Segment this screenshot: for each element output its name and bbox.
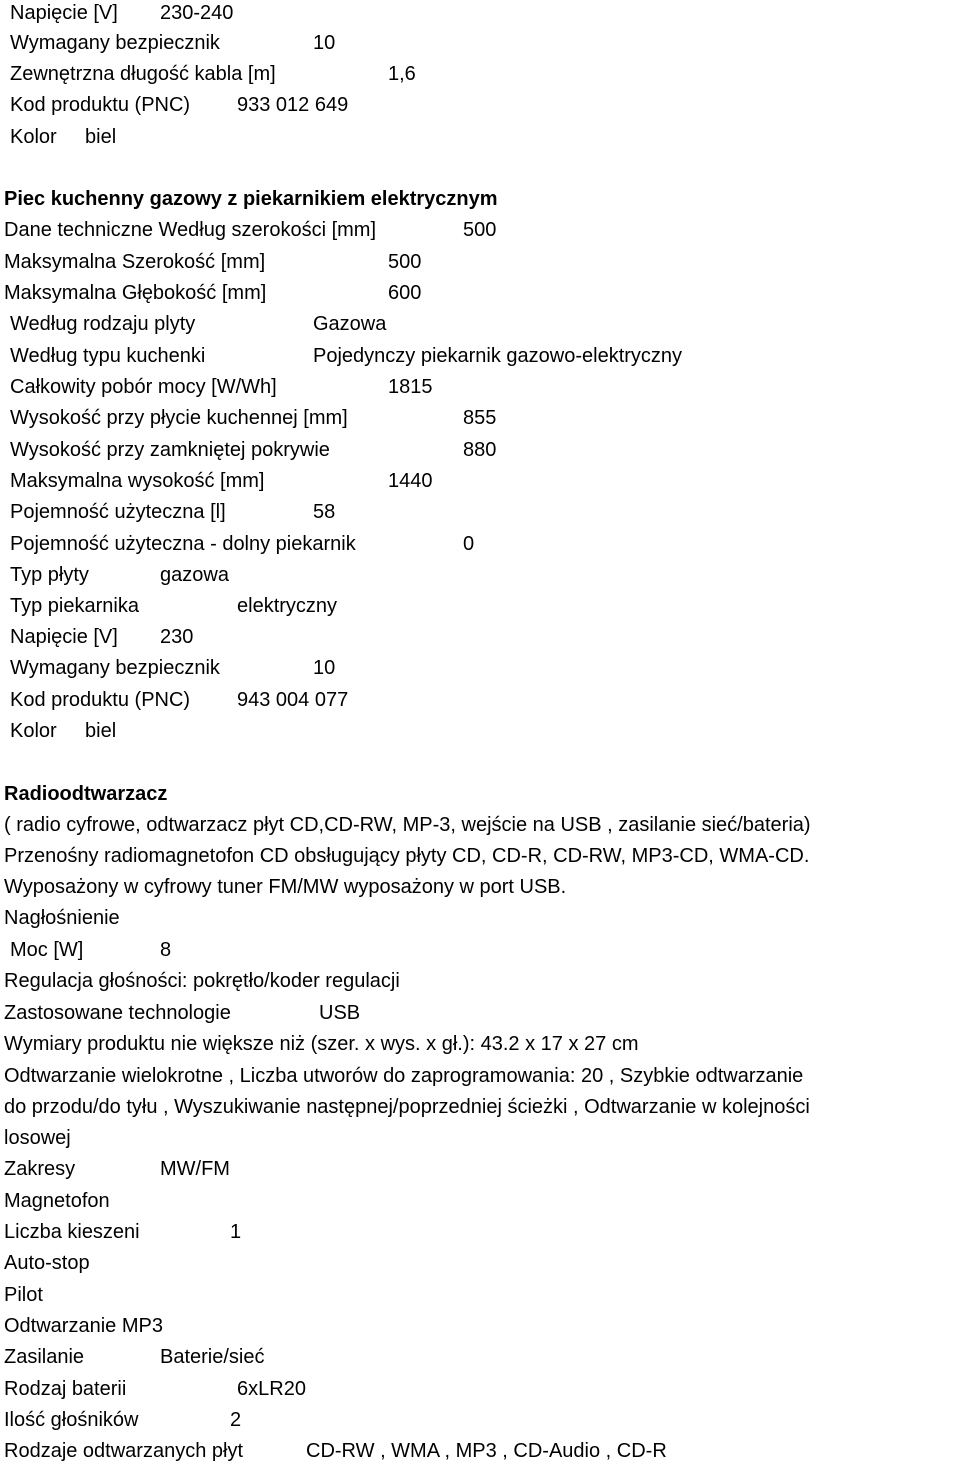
spec-value: 1440	[388, 470, 433, 492]
spec-label: Według typu kuchenki	[10, 345, 206, 367]
text-line: losowej	[4, 1127, 71, 1149]
spec-label: Maksymalna Głębokość [mm]	[4, 282, 267, 304]
spec-label: Wymagany bezpiecznik	[10, 657, 220, 679]
text-line: Auto-stop	[4, 1252, 90, 1274]
section-title: Radioodtwarzacz	[4, 783, 168, 805]
spec-label: Wysokość przy płycie kuchennej [mm]	[10, 407, 348, 429]
spec-label: Dane techniczne Według szerokości [mm]	[4, 219, 377, 241]
spec-value: 6xLR20	[237, 1378, 306, 1400]
spec-value: 1,6	[388, 63, 416, 85]
section-title: Piec kuchenny gazowy z piekarnikiem elektrycznym	[4, 188, 498, 210]
text-line: Magnetofon	[4, 1190, 110, 1212]
spec-label: Według rodzaju plyty	[10, 313, 196, 335]
spec-label: Pojemność użyteczna - dolny piekarnik	[10, 533, 356, 555]
spec-value: 500	[388, 251, 422, 273]
spec-value: 943 004 077	[237, 689, 349, 711]
text-line: Wymiary produktu nie większe niż (szer. x wys. x gł.): 43.2 x 17 x 27 cm	[4, 1033, 639, 1055]
spec-value: 230-240	[160, 2, 234, 24]
text-line: Odtwarzanie wielokrotne , Liczba utworów do zaprogramowania: 20 , Szybkie odtwarzanie	[4, 1065, 804, 1087]
spec-value: biel	[85, 720, 117, 742]
spec-value: gazowa	[160, 564, 229, 586]
spec-label: Typ płyty	[10, 564, 89, 586]
spec-label: Wymagany bezpiecznik	[10, 32, 220, 54]
spec-value: elektryczny	[237, 595, 338, 617]
spec-value: 2	[230, 1409, 242, 1431]
spec-value: 1815	[388, 376, 433, 398]
text-line: Nagłośnienie	[4, 907, 120, 929]
spec-value: 58	[313, 501, 336, 523]
spec-label: Kod produktu (PNC)	[10, 94, 191, 116]
text-line: Wyposażony w cyfrowy tuner FM/MW wyposażony w port USB.	[4, 876, 567, 898]
spec-label: Zakresy	[4, 1158, 76, 1180]
spec-label: Liczba kieszeni	[4, 1221, 140, 1243]
spec-label: Maksymalna wysokość [mm]	[10, 470, 265, 492]
spec-label: Napięcie [V]	[10, 2, 118, 24]
spec-label: Zasilanie	[4, 1346, 85, 1368]
spec-label: Kod produktu (PNC)	[10, 689, 191, 711]
spec-value: 10	[313, 32, 336, 54]
spec-value: Gazowa	[313, 313, 387, 335]
spec-value: 600	[388, 282, 422, 304]
text-line: ( radio cyfrowe, odtwarzacz płyt CD,CD-RW, MP-3, wejście na USB , zasilanie sieć/bateria)	[4, 814, 811, 836]
spec-value: 1	[230, 1221, 242, 1243]
spec-value: Pojedynczy piekarnik gazowo-elektryczny	[313, 345, 683, 367]
spec-value: USB	[319, 1002, 361, 1024]
spec-label: Typ piekarnika	[10, 595, 139, 617]
spec-label: Napięcie [V]	[10, 626, 118, 648]
spec-value: Baterie/sieć	[160, 1346, 265, 1368]
spec-value: 230	[160, 626, 194, 648]
spec-value: 933 012 649	[237, 94, 349, 116]
spec-label: Zewnętrzna długość kabla [m]	[10, 63, 276, 85]
spec-label: Rodzaj baterii	[4, 1378, 127, 1400]
text-line: Pilot	[4, 1284, 43, 1306]
spec-label: Ilość głośników	[4, 1409, 139, 1431]
spec-value: MW/FM	[160, 1158, 230, 1180]
spec-label: Maksymalna Szerokość [mm]	[4, 251, 266, 273]
text-line: Regulacja głośności: pokrętło/koder regulacji	[4, 970, 400, 992]
spec-value: CD-RW , WMA , MP3 , CD-Audio , CD-R	[306, 1440, 667, 1462]
spec-value: 8	[160, 939, 172, 961]
spec-value: biel	[85, 126, 117, 148]
spec-value: 0	[463, 533, 475, 555]
text-line: do przodu/do tyłu , Wyszukiwanie następnej/poprzedniej ścieżki , Odtwarzanie w kolejności	[4, 1096, 810, 1118]
spec-label: Zastosowane technologie	[4, 1002, 231, 1024]
spec-value: 855	[463, 407, 497, 429]
spec-value: 880	[463, 439, 497, 461]
spec-value: 500	[463, 219, 497, 241]
text-line: Odtwarzanie MP3	[4, 1315, 163, 1337]
spec-label: Moc [W]	[10, 939, 84, 961]
spec-value: 10	[313, 657, 336, 679]
spec-label: Kolor	[10, 126, 57, 148]
spec-label: Rodzaje odtwarzanych płyt	[4, 1440, 244, 1462]
spec-label: Pojemność użyteczna [l]	[10, 501, 226, 523]
spec-label: Całkowity pobór mocy [W/Wh]	[10, 376, 277, 398]
spec-label: Wysokość przy zamkniętej pokrywie	[10, 439, 330, 461]
text-line: Przenośny radiomagnetofon CD obsługujący płyty CD, CD-R, CD-RW, MP3-CD, WMA-CD.	[4, 845, 810, 867]
spec-label: Kolor	[10, 720, 57, 742]
